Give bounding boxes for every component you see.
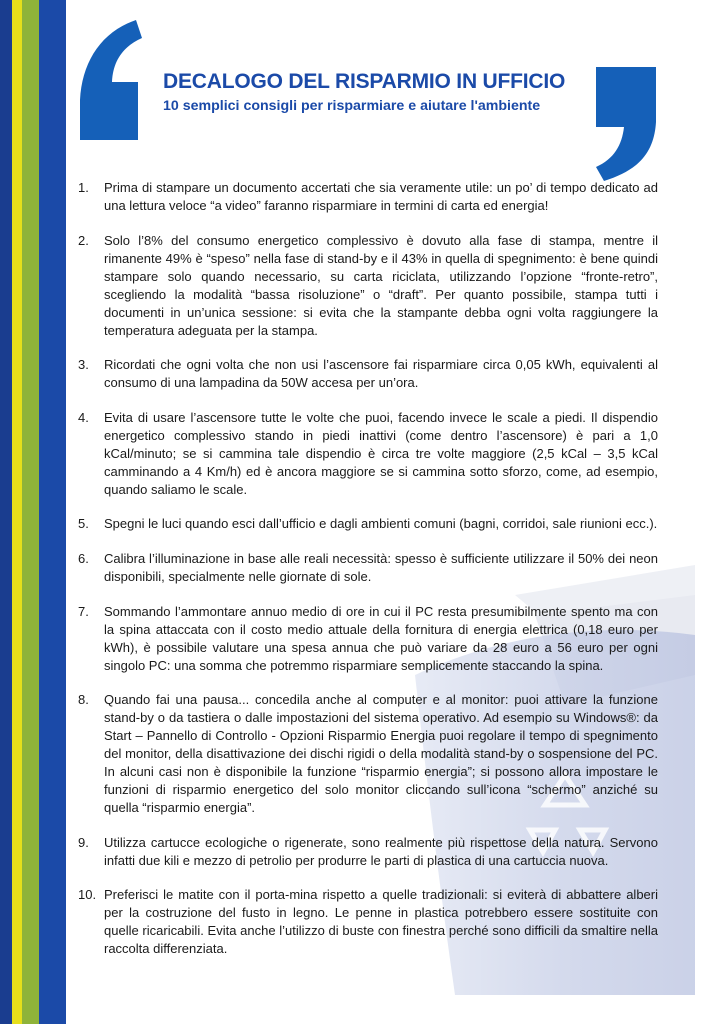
left-stripes (0, 0, 66, 1024)
item-number: 5. (78, 516, 89, 532)
item-number: 6. (78, 550, 89, 566)
list-item (78, 886, 658, 958)
item-number: 10. (78, 887, 97, 903)
tips-list (78, 179, 658, 975)
item-text: Calibra l’illuminazione in base alle reali necessità: spesso è sufficiente utilizzare il 50% dei neon disponibili, specialmente nelle giornate di sole. (104, 550, 658, 584)
item-text: Solo l’8% del consumo energetico complessivo è dovuto alla fase di stampa, mentre il rimanente 49% è “speso” nella fase di stand-by e il 43% in quella di spegnimento: è bene quindi stampare solo quando necessario, su carta riciclata, utilizzando l’opzione “fronte-retro”, scegliendo la modalità “bassa risoluzione” o “draft”. Per quanto possibile, stampa tutti i documenti in un’unica sessione: si evita che la stampante debba ogni volta raggiungere la temperatura adeguata per la stampa. (104, 232, 658, 338)
list-item (78, 834, 658, 870)
item-number: 3. (78, 357, 89, 373)
item-text: Sommando l’ammontare annuo medio di ore in cui il PC resta presumibilmente spento ma con la spina attaccata con il costo medio attuale della fornitura di energia elettrica (0,18 euro per kWh), è possibile valutare una spesa annua che può variare da 28 euro a 56 euro per ogni singolo PC: una somma che potremmo risparmiare semplicemente staccando la spina. (104, 603, 658, 673)
item-text: Spegni le luci quando esci dall’ufficio e dagli ambienti comuni (bagni, corridoi, sale riunioni ecc.). (104, 516, 658, 532)
item-number: 7. (78, 603, 89, 619)
item-text: Prima di stampare un documento accertati che sia veramente utile: un po’ di tempo dedicato ad una lettura veloce “a video” faranno risparmiare in termini di carta ed energia! (104, 180, 658, 213)
opening-quote-icon (76, 20, 144, 140)
item-text: Evita di usare l’ascensore tutte le volte che puoi, facendo invece le scale a piedi. Il dispendio energetico complessivo stando in piedi inattivi (come dentro l’ascensore) è pari a 1,0 kCal/minuto; se si cammina tale dispendio è circa tre volte maggiore (2,5 kCal – 3,5 kCal camminando a 4 Km/h) ed è ancora maggiore se si cammina sotto sforzo, come, ad esempio, quando saliamo le scale. (104, 409, 658, 497)
list-item (78, 179, 658, 215)
page-title: DECALOGO DEL RISPARMIO IN UFFICIO (163, 70, 566, 93)
item-text: Ricordati che ogni volta che non usi l’ascensore fai risparmiare circa 0,05 kWh, equivalenti al consumo di una lampadina da 50W accesa per un’ora. (104, 357, 658, 391)
item-text: Utilizza cartucce ecologiche o rigenerate, sono realmente più rispettose della natura. Servono infatti due kili e mezzo di petrolio per produrre le parti di plastica di una cartuccia nuova. (104, 834, 658, 868)
list-item (78, 603, 658, 675)
list-item (78, 691, 658, 817)
list-item (78, 550, 658, 586)
item-text: Preferisci le matite con il porta-mina rispetto a quelle tradizionali: si eviterà di abbattere alberi per la costruzione del fusto in legno. Le penne in plastica potrebbero essere sostituite con quelle ricaricabili. Evita anche l’utilizzo di buste con finestra perché sono difficili da smaltire nella raccolta differenziata. (104, 887, 658, 957)
item-number: 9. (78, 834, 89, 850)
list-item (78, 515, 658, 533)
item-text: Quando fai una pausa... concedila anche al computer e al monitor: puoi attivare la funzione stand-by o da tastiera o dalle impostazioni del sistema operativo. Ad esempio su Windows®: da Start – Pannello di Controllo - Opzioni Risparmio Energia puoi regolare il tempo di spegnimento del monitor, della disattivazione dei dischi rigidi o della modalità stand-by o sospensione del PC. In alcuni casi non è disponibile la funzione “risparmio energia”; si possono allora impostare le funzioni di risparmio energetico del solo monitor cliccando sull’icona “schermo” anziché su quella “risparmio energia”. (104, 692, 658, 816)
closing-quote-icon (594, 67, 658, 182)
list-item (78, 356, 658, 392)
list-item (78, 409, 658, 499)
header (163, 70, 583, 114)
item-number: 2. (78, 232, 89, 248)
list-item (78, 232, 658, 340)
item-number: 4. (78, 409, 89, 425)
item-number: 1. (78, 180, 89, 195)
item-number: 8. (78, 692, 89, 708)
page-subtitle: 10 semplici consigli per risparmiare e aiutare l'ambiente (163, 98, 541, 114)
